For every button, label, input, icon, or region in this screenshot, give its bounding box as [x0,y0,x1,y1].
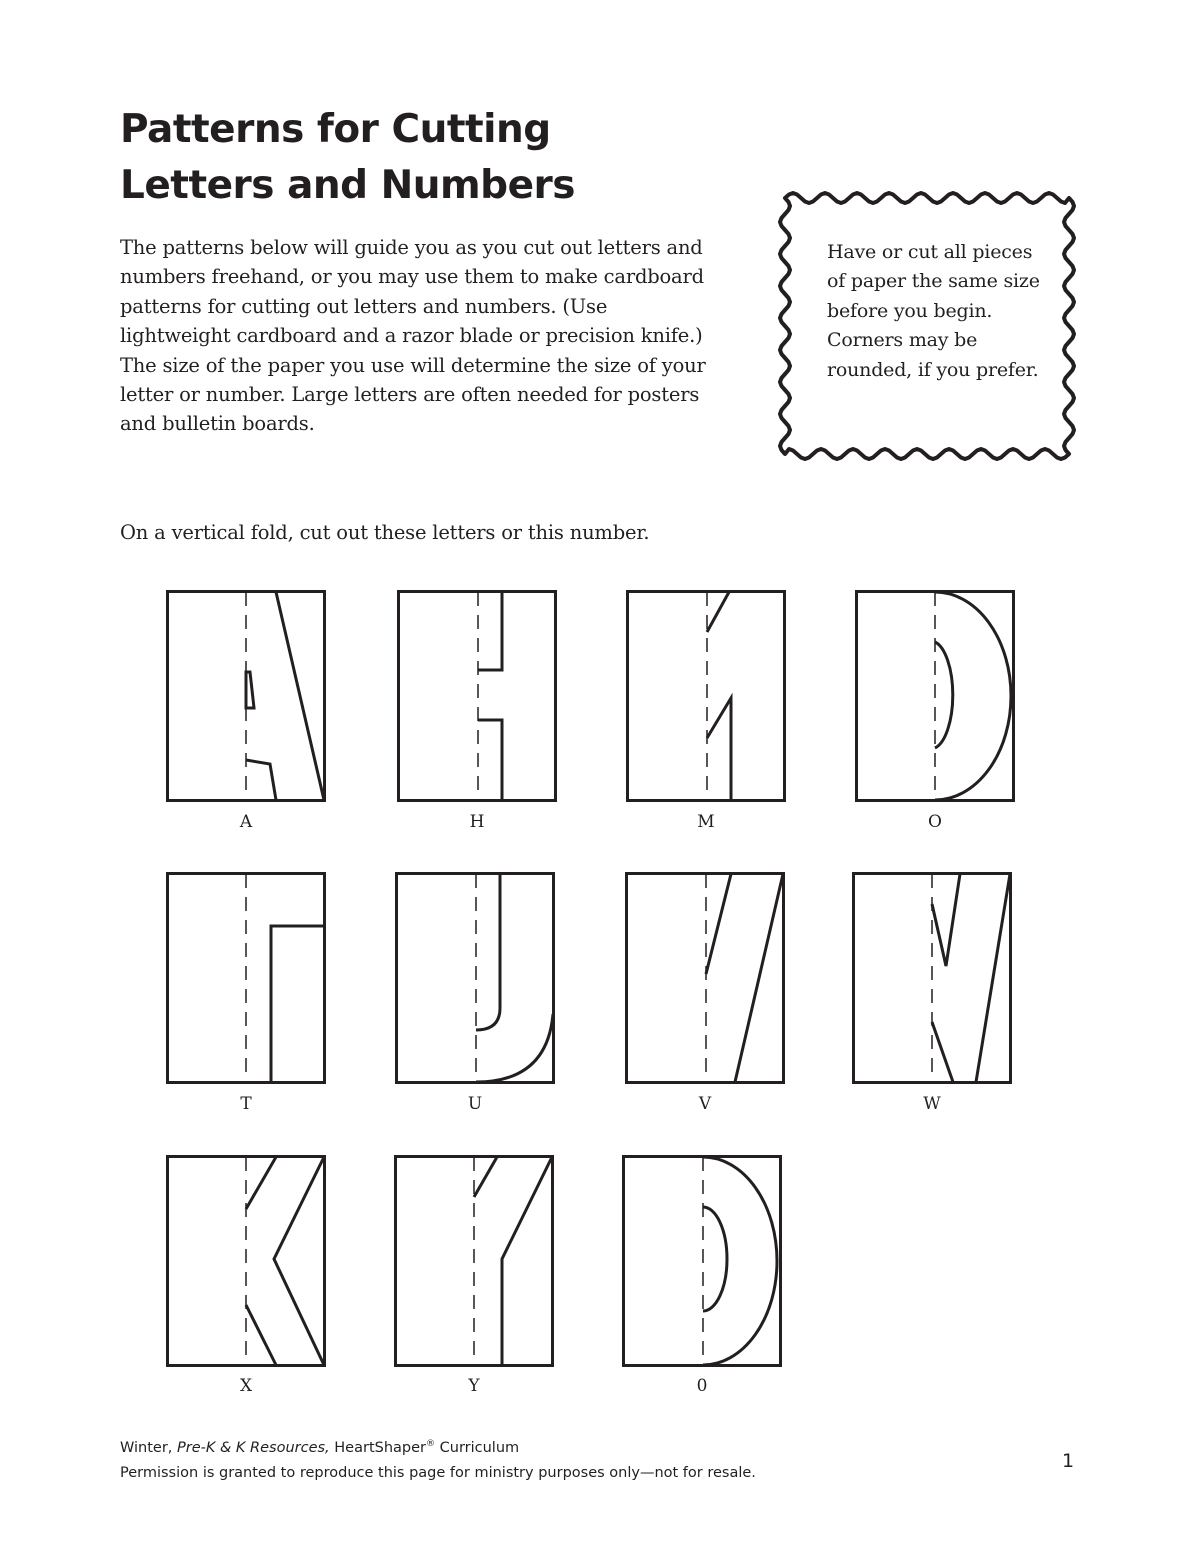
letter-outline [706,874,731,974]
pattern-w-drawing [852,872,1012,1084]
letter-outline [246,1305,276,1365]
letter-outline [478,592,502,670]
pattern-m [626,590,786,802]
pattern-h-drawing [397,590,557,802]
pattern-x-drawing [166,1155,326,1367]
label-v: V [698,1094,712,1114]
tip-box [777,190,1077,462]
letter-outline [246,760,276,800]
letter-outline [271,926,324,1082]
footer-book: Pre-K & K Resources, [177,1439,330,1456]
pattern-t [166,872,326,1084]
pattern-zero-drawing [622,1155,782,1367]
letter-outline [478,720,502,800]
pattern-x [166,1155,326,1367]
label-m: M [697,812,715,832]
footer-season: Winter, [120,1439,173,1456]
footer [120,1432,756,1486]
intro-paragraph: The patterns below will guide you as you cut out letters and numbers freehand, or you may use them to make cardboard patterns for cutting out letters and numbers. (Use lightweight cardboard and a razor blade or precision knife.) The size of the paper you use will determine the size of your letter or number. Large letters are often needed for posters and bulletin boards. [120,236,706,436]
pattern-w [852,872,1012,1084]
pattern-m-drawing [626,590,786,802]
page-title [120,102,575,214]
page-number: 1 [1062,1450,1075,1472]
pattern-zero [622,1155,782,1367]
page-title-line-2: Letters and Numbers [120,163,575,208]
pattern-v [625,872,785,1084]
letter-outline [502,1157,552,1365]
digit-outline [703,1157,777,1365]
letter-outline [976,874,1010,1082]
letter-outline [935,592,1011,800]
tip-text: Have or cut all pieces of paper the same size before you begin. Corners may be rounded, if you prefer. [827,241,1040,381]
label-u: U [467,1094,483,1114]
label-w: W [923,1094,941,1114]
letter-outline [707,592,729,632]
pattern-a [166,590,326,802]
letter-outline [274,1157,324,1365]
letter-outline [276,592,324,800]
registered-mark: ® [426,1439,436,1449]
letter-outline [474,1157,497,1197]
letter-outline [932,874,960,966]
footer-curriculum-suffix: Curriculum [439,1439,520,1456]
pattern-t-drawing [166,872,326,1084]
letter-counter [246,672,254,708]
letter-counter [935,642,953,748]
letter-outline [707,698,731,800]
label-a: A [239,812,253,832]
letter-outline [735,874,783,1082]
letter-outline [476,1014,553,1082]
pattern-y [394,1155,554,1367]
page-title-line-1: Patterns for Cutting [120,107,551,152]
footer-credit [120,1432,756,1461]
pattern-o-drawing [855,590,1015,802]
instruction-text: On a vertical fold, cut out these letters or this number. [120,521,650,544]
footer-permission: Permission is granted to reproduce this page for ministry purposes only—not for resale. [120,1464,756,1481]
label-x: X [239,1376,253,1396]
label-o: O [928,812,942,832]
label-h: H [469,812,485,832]
pattern-h [397,590,557,802]
label-t: T [240,1094,252,1114]
footer-curriculum: HeartShaper [334,1439,427,1456]
label-zero: 0 [696,1376,708,1396]
pattern-v-drawing [625,872,785,1084]
digit-counter [703,1207,727,1311]
paper-frame [397,874,554,1083]
letter-outline [932,1022,953,1082]
pattern-y-drawing [394,1155,554,1367]
pattern-o [855,590,1015,802]
paper-frame [628,592,785,801]
letter-counter [476,874,500,1030]
pattern-u-drawing [395,872,555,1084]
pattern-a-drawing [166,590,326,802]
paper-frame [399,592,556,801]
pattern-u [395,872,555,1084]
letter-outline [246,1157,276,1209]
label-y: Y [468,1376,480,1396]
